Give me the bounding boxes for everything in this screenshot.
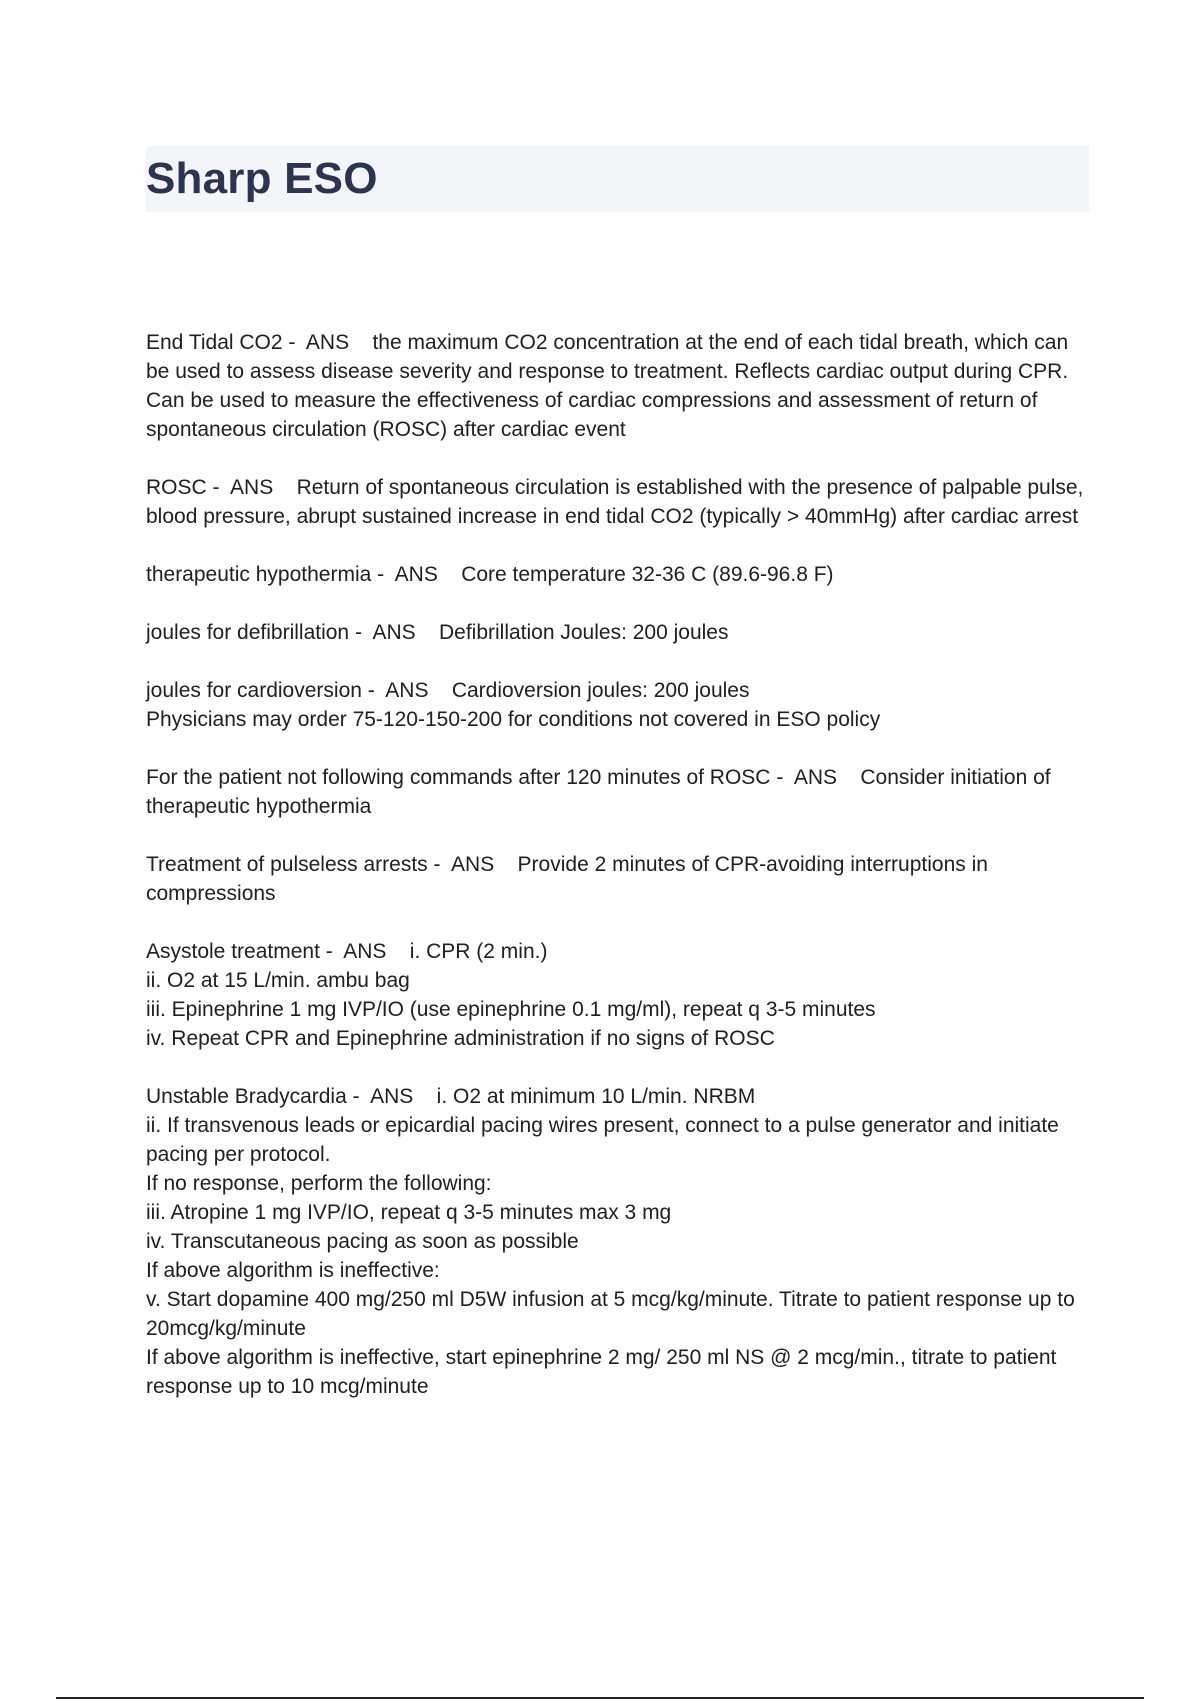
- term-dash: -: [361, 679, 386, 702]
- term-dash: -: [319, 940, 344, 963]
- answer-gap: [413, 1085, 436, 1108]
- flashcard-answer-line: i. O2 at minimum 10 L/min. NRBM: [436, 1085, 756, 1108]
- answer-gap: [386, 940, 409, 963]
- flashcard-term: Unstable Bradycardia: [146, 1085, 347, 1108]
- flashcard-answer-line: the maximum CO2 concentration at the end of each tidal breath, which can be used to assess disease severity and response to treatment. Reflects cardiac output during CPR. Can be used to measure the effectiveness of cardiac compressions and assessment of return of spontaneous circulation (ROSC) after cardiac event: [146, 331, 1069, 441]
- flashcard-answer-line: ii. O2 at 15 L/min. ambu bag: [146, 969, 410, 992]
- answer-gap: [438, 563, 461, 586]
- flashcard-entry: [146, 676, 1091, 734]
- flashcard-answer-line: Cardioversion joules: 200 joules: [451, 679, 750, 702]
- flashcard-term: ROSC: [146, 476, 207, 499]
- answer-marker: ANS: [343, 940, 387, 963]
- answer-gap: [428, 679, 451, 702]
- answer-marker: ANS: [394, 563, 438, 586]
- answer-marker: ANS: [451, 853, 495, 876]
- flashcard-answer-line: ii. If transvenous leads or epicardial pacing wires present, connect to a pulse generator and initiate pacing per protocol.: [146, 1114, 1059, 1166]
- answer-gap: [494, 853, 517, 876]
- flashcard-entry: [146, 937, 1091, 1053]
- answer-marker: ANS: [230, 476, 274, 499]
- flashcard-answer-line: Physicians may order 75-120-150-200 for conditions not covered in ESO policy: [146, 708, 881, 731]
- flashcard-answer-line: iv. Repeat CPR and Epinephrine administration if no signs of ROSC: [146, 1027, 775, 1050]
- flashcard-term: For the patient not following commands after 120 minutes of ROSC: [146, 766, 771, 789]
- answer-marker: ANS: [385, 679, 429, 702]
- footer-divider: [56, 1697, 1144, 1699]
- flashcard-list: [146, 328, 1091, 1430]
- flashcard-answer-line: Provide 2 minutes of CPR-avoiding interruptions in compressions: [146, 853, 988, 905]
- term-dash: -: [346, 1085, 371, 1108]
- page-title: Sharp ESO: [146, 154, 378, 203]
- flashcard-term: Asystole treatment: [146, 940, 320, 963]
- title-band: [146, 146, 1089, 212]
- flashcard-entry: [146, 473, 1091, 531]
- answer-marker: ANS: [372, 621, 416, 644]
- flashcard-answer-line: i. CPR (2 min.): [409, 940, 548, 963]
- term-dash: -: [770, 766, 794, 789]
- term-dash: -: [206, 476, 231, 499]
- flashcard-entry: [146, 618, 1091, 647]
- term-dash: -: [371, 563, 395, 586]
- answer-gap: [349, 331, 372, 354]
- flashcard-term: joules for cardioversion: [146, 679, 362, 702]
- flashcard-answer-line: Defibrillation Joules: 200 joules: [438, 621, 729, 644]
- term-dash: -: [427, 853, 452, 876]
- flashcard-term: joules for defibrillation: [146, 621, 350, 644]
- answer-gap: [273, 476, 296, 499]
- flashcard-answer-line: If no response, perform the following:: [146, 1172, 492, 1195]
- term-dash: -: [282, 331, 306, 354]
- answer-marker: ANS: [305, 331, 350, 354]
- flashcard-answer-line: iv. Transcutaneous pacing as soon as possible: [146, 1230, 579, 1253]
- flashcard-answer-line: iii. Epinephrine 1 mg IVP/IO (use epinephrine 0.1 mg/ml), repeat q 3-5 minutes: [146, 998, 876, 1021]
- term-dash: -: [349, 621, 373, 644]
- flashcard-term: Treatment of pulseless arrests: [146, 853, 428, 876]
- flashcard-answer-line: Consider initiation of therapeutic hypothermia: [146, 766, 1051, 818]
- flashcard-entry: [146, 1082, 1091, 1401]
- flashcard-term: End Tidal CO2: [146, 331, 283, 354]
- flashcard-answer-line: v. Start dopamine 400 mg/250 ml D5W infusion at 5 mcg/kg/minute. Titrate to patient response up to 20mcg/kg/minute: [146, 1288, 1075, 1340]
- answer-marker: ANS: [370, 1085, 414, 1108]
- answer-marker: ANS: [793, 766, 838, 789]
- flashcard-answer-line: If above algorithm is ineffective:: [146, 1259, 440, 1282]
- flashcard-entry: [146, 560, 1091, 589]
- answer-gap: [416, 621, 439, 644]
- flashcard-answer-line: iii. Atropine 1 mg IVP/IO, repeat q 3-5 minutes max 3 mg: [146, 1201, 672, 1224]
- flashcard-answer-line: Return of spontaneous circulation is established with the presence of palpable pulse, blood pressure, abrupt sustained increase in end tidal CO2 (typically > 40mmHg) after cardiac arrest: [146, 476, 1084, 528]
- flashcard-answer-line: Core temperature 32-36 C (89.6-96.8 F): [461, 563, 834, 586]
- flashcard-answer-line: If above algorithm is ineffective, start epinephrine 2 mg/ 250 ml NS @ 2 mcg/min., titrate to patient response up to 10 mcg/minute: [146, 1346, 1057, 1398]
- flashcard-term: therapeutic hypothermia: [146, 563, 372, 586]
- flashcard-entry: [146, 328, 1091, 444]
- answer-gap: [837, 766, 860, 789]
- flashcard-entry: [146, 763, 1091, 821]
- flashcard-entry: [146, 850, 1091, 908]
